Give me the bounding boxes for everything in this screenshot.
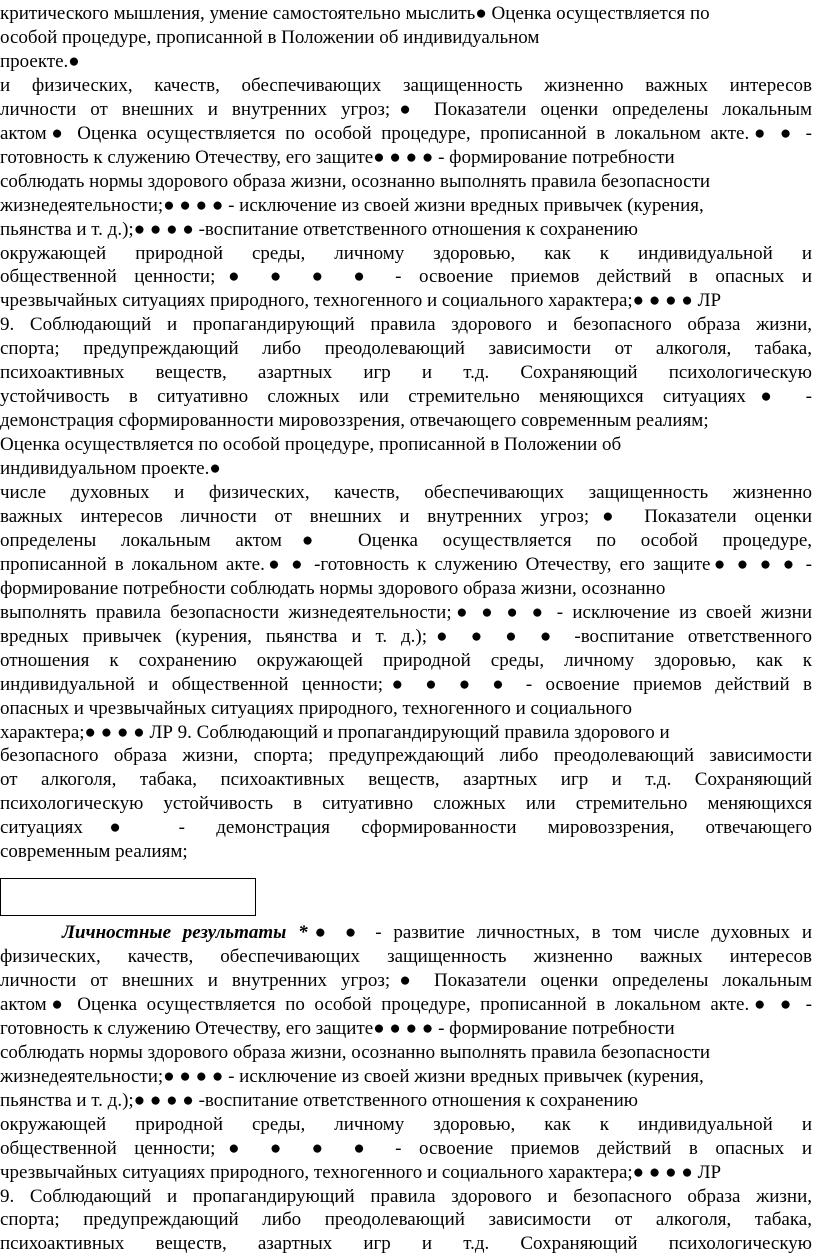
text-line: индивидуальном проекте.● [0,458,221,480]
text-line: опасных и чрезвычайных ситуациях природного, техногенного и социального [0,697,633,719]
text-line: важных интересов личности от внешних и внутренних угроз;● Показатели оценки [0,505,812,527]
text-line: безопасного образа жизни, спорта; предупреждающий либо преодолевающий зависимости [0,745,812,767]
text-line: индивидуальной и общественной ценности;● ● ● ● - освоение приемов действий в [0,673,812,695]
text-line: физических, качеств, обеспечивающих защищенность жизненно важных интересов [0,946,812,967]
empty-table-cell [0,878,256,916]
section-heading-line [0,921,812,945]
text-line: чрезвычайных ситуациях природного, техногенного и социального характера;● ● ● ● ЛР [0,1161,722,1183]
text-line: определены локальным актом● Оценка осуществляется по особой процедуре, [0,529,812,551]
text-line: 9. Соблюдающий и пропагандирующий правила здорового и безопасного образа жизни, [0,1185,812,1207]
text-line: ситуациях● - демонстрация сформированности мировоззрения, отвечающего [0,817,812,839]
section-heading-rest: ● ● - развитие личностных, в том числе духовных и [307,922,812,943]
text-line: жизнедеятельности;● ● ● ● - исключение из своей жизни вредных привычек (курения, [0,194,704,216]
text-line: Оценка осуществляется по особой процедуре, прописанной в Положении об [0,434,622,456]
text-line: особой процедуре, прописанной в Положении об индивидуальном [0,26,540,48]
text-line: проекте.● [0,50,80,72]
text-line: актом● Оценка осуществляется по особой процедуре, прописанной в локальном акте.● ● - [0,993,812,1015]
text-line: пьянства и т. д.);● ● ● ● -воспитание ответственного отношения к сохранению [0,218,638,240]
text-line: и физических, качеств, обеспечивающих защищенность жизненно важных интересов [0,74,812,96]
text-line: выполнять правила безопасности жизнедеятельности;● ● ● ● - исключение из своей жизни [0,601,812,623]
text-line: прописанной в локальном акте.● ● -готовность к служению Отечеству, его защите● ● ● ● - [0,553,812,575]
text-line: готовность к служению Отечеству, его защите● ● ● ● - формирование потребности [0,1017,675,1039]
text-line: от алкоголя, табака, психоактивных веществ, азартных игр и т.д. Сохраняющий [0,769,812,791]
text-line: психологическую устойчивость в ситуативно сложных или стремительно меняющихся [0,793,812,815]
text-line: готовность к служению Отечеству, его защите● ● ● ● - формирование потребности [0,146,675,168]
text-line: спорта; предупреждающий либо преодолевающий зависимости от алкоголя, табака, [0,338,812,360]
section-heading: Личностные результаты * [62,922,308,943]
text-line: общественной ценности;● ● ● ● - освоение приемов действий в опасных и [0,1137,812,1159]
text-line: личности от внешних и внутренних угроз;● Показатели оценки определены локальным [0,98,812,120]
text-line: общественной ценности;● ● ● ● - освоение приемов действий в опасных и [0,266,812,288]
text-line: жизнедеятельности;● ● ● ● - исключение из своей жизни вредных привычек (курения, [0,1065,704,1087]
text-line: чрезвычайных ситуациях природного, техногенного и социального характера;● ● ● ● ЛР [0,290,722,312]
text-line: психоактивных веществ, азартных игр и т.д. Сохраняющий психологическую [0,362,812,384]
text-line: числе духовных и физических, качеств, обеспечивающих защищенность жизненно [0,482,812,503]
text-line: современным реалиям; [0,841,188,863]
text-line: формирование потребности соблюдать нормы здорового образа жизни, осознанно [0,577,666,599]
text-line: спорта; предупреждающий либо преодолевающий зависимости от алкоголя, табака, [0,1209,812,1231]
text-line: 9. Соблюдающий и пропагандирующий правила здорового и безопасного образа жизни, [0,314,812,336]
text-line: пьянства и т. д.);● ● ● ● -воспитание ответственного отношения к сохранению [0,1089,638,1111]
text-line: демонстрация сформированности мировоззрения, отвечающего современным реалиям; [0,410,709,432]
text-line: соблюдать нормы здорового образа жизни, осознанно выполнять правила безопасности [0,170,711,192]
text-line: вредных привычек (курения, пьянства и т. д.);● ● ● ● -воспитание ответственного [0,625,812,647]
text-line: окружающей природной среды, личному здоровью, как к индивидуальной и [0,1113,812,1135]
text-line: личности от внешних и внутренних угроз;● Показатели оценки определены локальным [0,969,812,991]
text-line: отношения к сохранению окружающей природной среды, личному здоровью, как к [0,649,812,671]
text-line: критического мышления, умение самостоятельно мыслить● Оценка осуществляется по [0,3,710,24]
text-line: устойчивость в ситуативно сложных или стремительно меняющихся ситуациях● - [0,386,812,408]
text-line: характера;● ● ● ● ЛР 9. Соблюдающий и пропагандирующий правила здорового и [0,721,670,743]
text-line: соблюдать нормы здорового образа жизни, осознанно выполнять правила безопасности [0,1041,711,1063]
text-line: актом● Оценка осуществляется по особой процедуре, прописанной в локальном акте.● ● - [0,122,812,144]
text-line: психоактивных веществ, азартных игр и т.д. Сохраняющий психологическую [0,1233,812,1255]
text-line: окружающей природной среды, личному здоровью, как к индивидуальной и [0,242,812,264]
